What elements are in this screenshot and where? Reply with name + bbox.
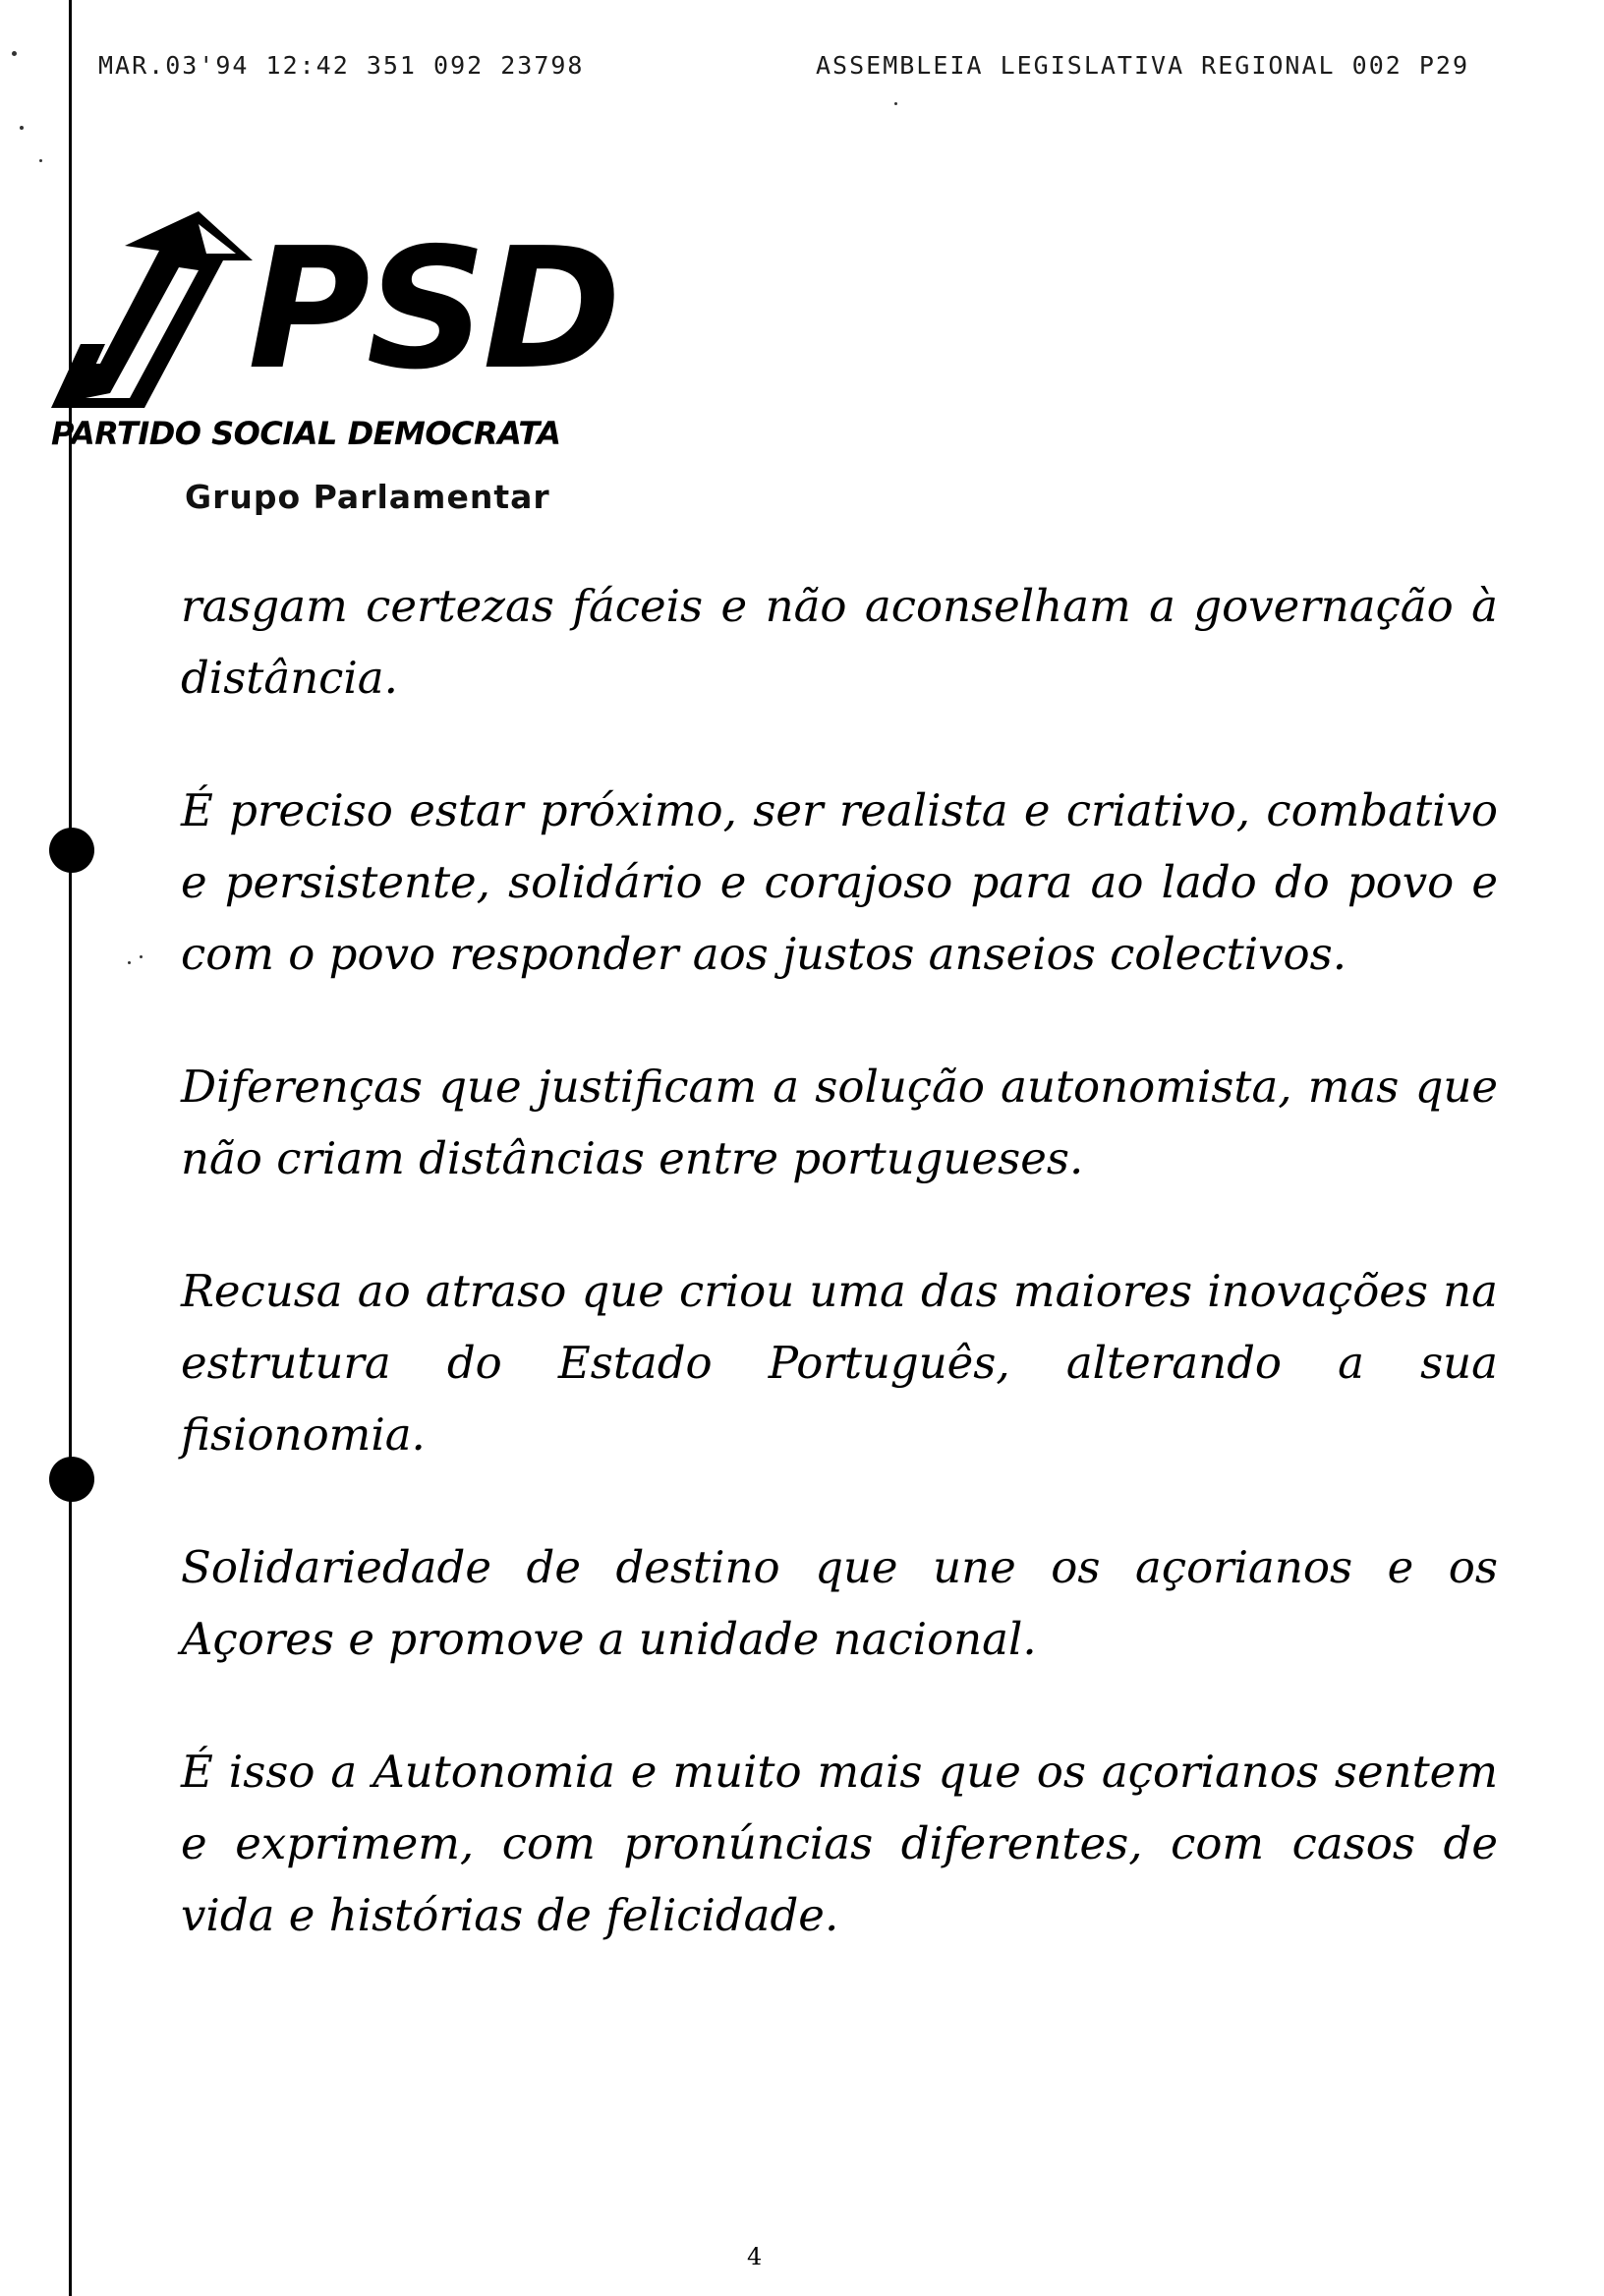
psd-logo — [51, 206, 680, 462]
scan-speck — [894, 102, 897, 105]
fax-header-sender: MAR.03'94 12:42 351 092 23798 — [98, 51, 585, 80]
fax-header-recipient: ASSEMBLEIA LEGISLATIVA REGIONAL 002 P29 — [816, 51, 1469, 80]
paragraph: É isso a Autonomia e muito mais que os açorianos sentem e exprimem, com pronúncias diferentes, com casos de vida e histórias de felicidade. — [181, 1746, 1498, 1941]
logo-party-name: PARTIDO SOCIAL DEMOCRATA — [51, 415, 561, 452]
paragraph: Diferenças que justificam a solução autonomista, mas que não criam distâncias entre portugueses. — [181, 1061, 1498, 1184]
scan-speck — [20, 126, 24, 130]
scan-speck — [39, 159, 42, 162]
paragraph: É preciso estar próximo, ser realista e criativo, combativo e persistente, solidário e corajoso para ao lado do povo e com o povo responder aos justos anseios colectivos. — [181, 784, 1498, 980]
logo-wordmark: PSD — [248, 212, 618, 407]
paragraph: Solidariedade de destino que une os açorianos e os Açores e promove a unidade nacional. — [181, 1541, 1498, 1665]
scan-speck — [128, 961, 131, 964]
arrow-logo-icon — [51, 206, 277, 413]
scan-speck — [12, 51, 17, 56]
parliamentary-group-label: Grupo Parlamentar — [185, 478, 550, 516]
page-number: 4 — [747, 2243, 763, 2270]
paragraph: Recusa ao atraso que criou uma das maiores inovações na estrutura do Estado Português, alterando a sua fisionomia. — [181, 1265, 1498, 1461]
punch-hole-upper — [49, 828, 94, 873]
body-text — [181, 570, 1498, 1951]
fax-header — [98, 51, 1573, 86]
scan-speck — [140, 955, 143, 958]
paragraph: rasgam certezas fáceis e não aconselham a governação à distância. — [181, 580, 1498, 704]
punch-hole-lower — [49, 1457, 94, 1502]
